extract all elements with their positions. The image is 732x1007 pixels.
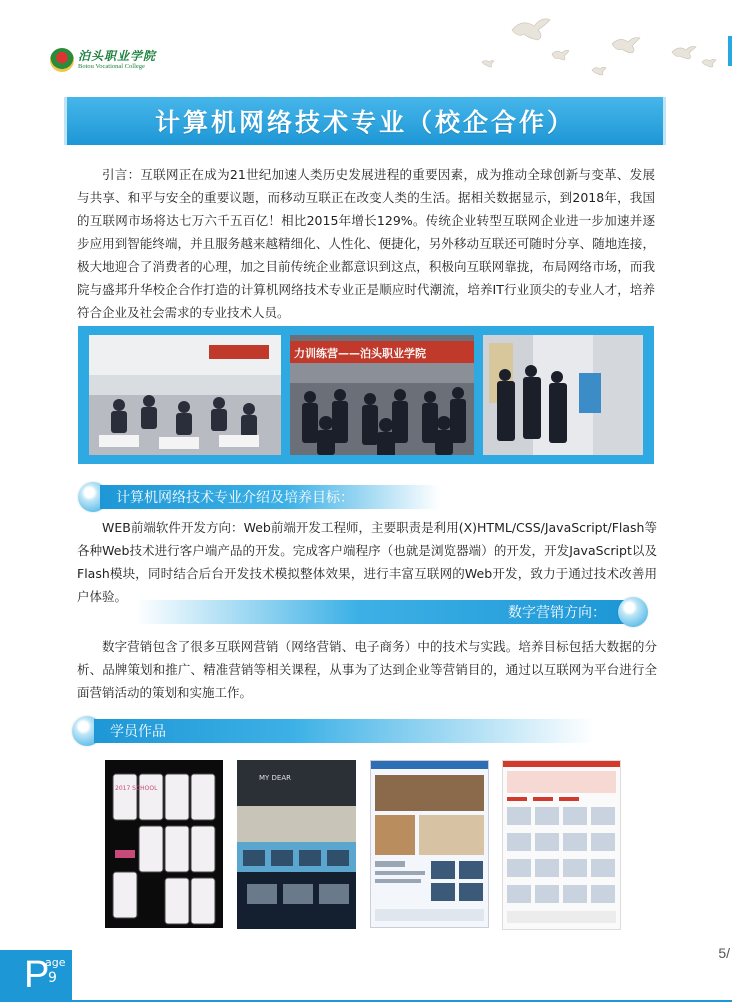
work1-caption: 2017 SCHOOL	[115, 785, 158, 792]
school-emblem-icon	[50, 48, 74, 72]
edge-tab	[728, 36, 732, 66]
page-letter: P	[24, 954, 50, 996]
photo-banner-text: 力训练营——泊头职业学院	[294, 347, 426, 360]
school-name-cn: 泊头职业学院	[78, 48, 157, 63]
digital-marketing-heading-text: 数字营销方向：	[508, 605, 606, 621]
major-intro-heading-text: 计算机网络技术专业介绍及培养目标：	[116, 490, 354, 506]
page-suffix: age	[45, 956, 66, 969]
training-camp-photo	[290, 335, 474, 455]
page-title: 计算机网络技术专业（校企合作）	[154, 108, 575, 137]
page-number-badge	[0, 950, 72, 1002]
page-number: 9	[48, 970, 57, 986]
school-logo	[50, 48, 156, 72]
major-intro-paragraph: WEB前端软件开发方向：Web前端开发工程师，主要职责是利用(X)HTML/CSS/JavaScript/Flash等各种Web技术进行客户端产品的开发。完成客户端程序（也就是浏览器端）的开发，开发JavaScript以及Flash模块，同时结合后台开发技术模拟整体效果，进行丰富互联网的Web开发，致力于通过技术改善用户体验。	[77, 520, 657, 604]
photo-strip	[78, 326, 654, 464]
digital-marketing-heading	[136, 597, 648, 627]
intro-paragraph: 引言：互联网正在成为21世纪加速人类历史发展进程的重要因素，成为推动全球创新与变革、发展与共享、和平与安全的重要议题，而移动互联正在改变人类的生活。据相关数据显示，到2018年，我国的互联网市场将达七万六千五百亿！相比2015年增长129%。传统企业转型互联网企业进一步加速并逐步应用到智能终端，并且服务越来越精细化、人性化、便捷化，另外移动互联还可随时分享、随地连接，极大地迎合了消费者的心理，加之目前传统企业都意识到这点，积极向互联网靠拢，布局网络市场，而我院与盛邦升华校企合作打造的计算机网络技术专业正是顺应时代潮流，培养IT行业顶尖的专业人才，培养符合企业及社会需求的专业技术人员。	[77, 167, 655, 320]
digital-marketing-paragraph: 数字营销包含了很多互联网营销（网络营销、电子商务）中的技术与实践。培养目标包括大数据的分析、品牌策划和推广、精准营销等相关课程，从事为了达到企业等营销目的，通过以互联网为平台进行全面营销活动的策划和实施工作。	[77, 639, 657, 700]
footer-divider	[72, 1000, 732, 1002]
student-work-mobile-screens	[105, 760, 223, 928]
corner-page-number: 5/	[718, 945, 730, 961]
classroom-photo	[89, 335, 281, 455]
student-works-heading-text: 学员作品	[110, 724, 166, 740]
student-work-music-site	[237, 760, 356, 929]
student-work-hotel-site	[370, 760, 489, 928]
bubble-icon	[618, 597, 648, 627]
student-work-shop-site	[502, 760, 621, 930]
page-title-bar	[64, 97, 666, 145]
corridor-photo	[483, 335, 643, 455]
school-name-en: Botou Vocational College	[78, 62, 145, 70]
work2-caption: MY DEAR	[259, 774, 292, 782]
student-works-heading	[72, 716, 594, 746]
doves-decoration	[472, 0, 732, 90]
major-intro-heading	[78, 482, 440, 512]
